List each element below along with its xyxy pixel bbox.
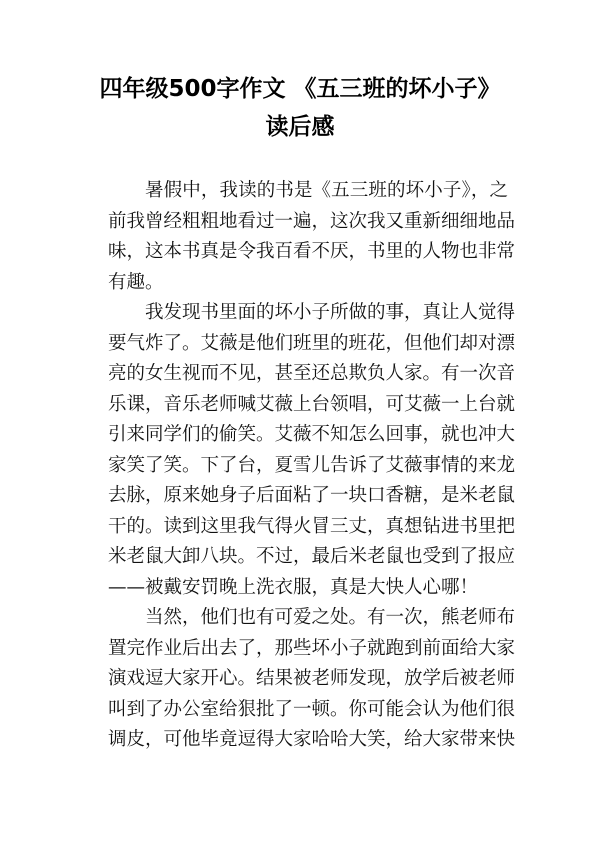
paragraph-1-line-2: 前我曾经粗粗地看过一遍，这次我又重新细细地品 — [108, 210, 516, 232]
document-title-line-2: 读后感 — [265, 114, 335, 140]
paragraph-3-line-2: 置完作业后出去了，那些坏小子就跑到前面给大家 — [108, 637, 516, 659]
document-title: 四年级500字作文 《五三班的坏小子》 — [99, 76, 501, 102]
paragraph-2-line-9: 米老鼠大卸八块。不过，最后米老鼠也受到了报应 — [108, 546, 516, 567]
paragraph-3-line-4: 叫到了办公室给狠批了一顿。你可能会认为他们很 — [108, 698, 516, 720]
paragraph-2-line-4: 乐课，音乐老师喊艾薇上台领唱，可艾薇一上台就 — [108, 393, 516, 415]
paragraph-2-line-2: 要气炸了。艾薇是他们班里的班花，但他们却对漂 — [108, 332, 516, 354]
paragraph-3-line-1: 当然，他们也有可爱之处。有一次，熊老师布 — [145, 607, 516, 628]
paragraph-2-line-7: 去脉，原来她身子后面粘了一块口香糖，是米老鼠 — [108, 485, 516, 506]
paragraph-2-line-8: 干的。读到这里我气得火冒三丈，真想钻进书里把 — [108, 515, 516, 537]
paragraph-2-line-1: 我发现书里面的坏小子所做的事，真让人觉得 — [145, 302, 516, 323]
paragraph-1-line-3: 味，这本书真是令我百看不厌，书里的人物也非常 — [108, 241, 516, 262]
paragraph-3-line-3: 演戏逗大家开心。结果被老师发现，放学后被老师 — [108, 668, 516, 689]
paragraph-2-line-5: 引来同学们的偷笑。艾薇不知怎么回事，就也冲大 — [108, 424, 516, 445]
paragraph-2-line-3: 亮的女生视而不见，甚至还总欺负人家。有一次音 — [108, 363, 516, 384]
paragraph-1-line-4: 有趣。 — [108, 271, 164, 293]
paragraph-3-line-5: 调皮，可他毕竟逗得大家哈哈大笑，给大家带来快 — [108, 729, 516, 750]
paragraph-2-line-10: ——被戴安罚晚上洗衣服，真是大快人心哪！ — [108, 576, 479, 598]
paragraph-1-line-1: 暑假中，我读的书是《五三班的坏小子》，之 — [145, 180, 508, 201]
essay-body — [108, 176, 516, 756]
paragraph-2-line-6: 家笑了笑。下了台，夏雪儿告诉了艾薇事情的来龙 — [108, 454, 516, 476]
